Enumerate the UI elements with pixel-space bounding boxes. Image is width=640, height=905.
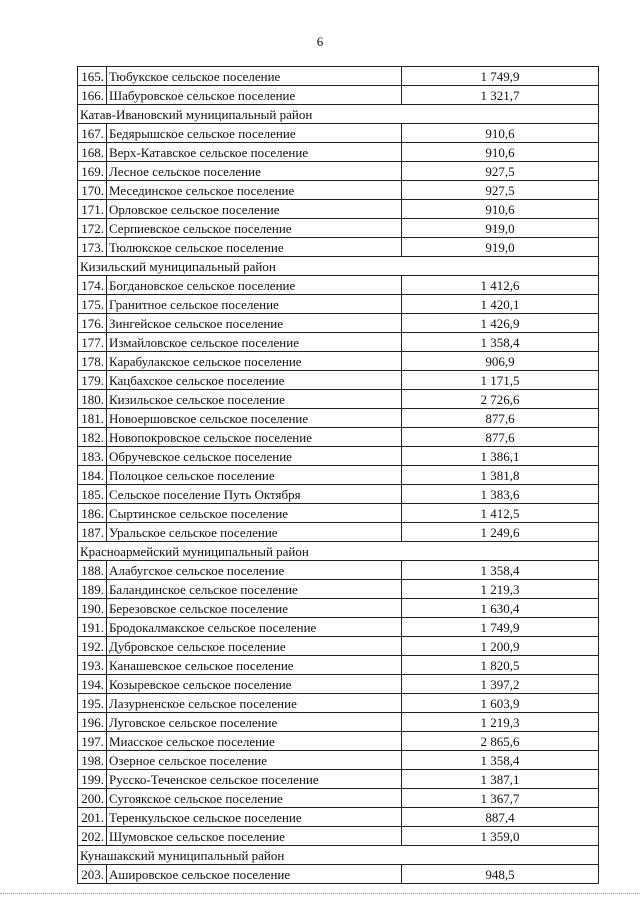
table-row	[78, 865, 599, 884]
settlement-value: 1 358,4	[401, 561, 598, 580]
settlement-name: Шабуровское сельское поселение	[106, 86, 401, 105]
settlement-value: 1 749,9	[401, 618, 598, 637]
settlement-name: Лазурненское сельское поселение	[106, 694, 401, 713]
row-number: 168.	[78, 143, 107, 162]
row-number: 178.	[78, 352, 107, 371]
settlement-value: 1 171,5	[401, 371, 598, 390]
settlement-value: 2 726,6	[401, 390, 598, 409]
table-row	[78, 561, 599, 580]
settlement-name: Уральское сельское поселение	[106, 523, 401, 542]
table-row	[78, 219, 599, 238]
settlement-value: 1 249,6	[401, 523, 598, 542]
settlement-name: Новопокровское сельское поселение	[106, 428, 401, 447]
settlement-value: 1 749,9	[401, 67, 598, 86]
settlement-value: 1 219,3	[401, 580, 598, 599]
settlement-value: 1 200,9	[401, 637, 598, 656]
row-number: 188.	[78, 561, 107, 580]
settlement-name: Козыревское сельское поселение	[106, 675, 401, 694]
settlement-name: Бродокалмакское сельское поселение	[106, 618, 401, 637]
table-row	[78, 200, 599, 219]
settlement-name: Богдановское сельское поселение	[106, 276, 401, 295]
table-row	[78, 295, 599, 314]
table-row	[78, 162, 599, 181]
row-number: 187.	[78, 523, 107, 542]
district-name: Кунашакский муниципальный район	[78, 846, 599, 865]
table-row	[78, 67, 599, 86]
settlement-name: Лесное сельское поселение	[106, 162, 401, 181]
settlement-name: Орловское сельское поселение	[106, 200, 401, 219]
table-row	[78, 732, 599, 751]
settlements-table	[77, 66, 599, 884]
settlement-name: Дубровское сельское поселение	[106, 637, 401, 656]
table-row	[78, 713, 599, 732]
settlement-value: 910,6	[401, 124, 598, 143]
table-row	[78, 333, 599, 352]
row-number: 170.	[78, 181, 107, 200]
table-row	[78, 409, 599, 428]
settlement-name: Шумовское сельское поселение	[106, 827, 401, 846]
table-row	[78, 143, 599, 162]
row-number: 186.	[78, 504, 107, 523]
row-number: 173.	[78, 238, 107, 257]
settlement-name: Бедярышское сельское поселение	[106, 124, 401, 143]
settlements-table-body	[78, 67, 599, 884]
settlement-value: 1 386,1	[401, 447, 598, 466]
table-row	[78, 485, 599, 504]
settlement-value: 877,6	[401, 428, 598, 447]
settlement-value: 1 383,6	[401, 485, 598, 504]
table-row	[78, 580, 599, 599]
settlement-value: 1 387,1	[401, 770, 598, 789]
row-number: 203.	[78, 865, 107, 884]
row-number: 177.	[78, 333, 107, 352]
settlement-value: 1 426,9	[401, 314, 598, 333]
settlement-value: 1 412,5	[401, 504, 598, 523]
settlement-name: Сугоякское сельское поселение	[106, 789, 401, 808]
settlement-value: 1 397,2	[401, 675, 598, 694]
table-row	[78, 352, 599, 371]
table-row	[78, 238, 599, 257]
table-row	[78, 371, 599, 390]
district-name: Красноармейский муниципальный район	[78, 542, 599, 561]
row-number: 193.	[78, 656, 107, 675]
district-header-row	[78, 257, 599, 276]
table-row	[78, 618, 599, 637]
table-row	[78, 504, 599, 523]
table-row	[78, 466, 599, 485]
district-header-row	[78, 105, 599, 124]
settlement-name: Новоершовское сельское поселение	[106, 409, 401, 428]
row-number: 184.	[78, 466, 107, 485]
row-number: 192.	[78, 637, 107, 656]
row-number: 194.	[78, 675, 107, 694]
table-row	[78, 599, 599, 618]
row-number: 196.	[78, 713, 107, 732]
settlement-value: 910,6	[401, 200, 598, 219]
settlement-value: 1 358,4	[401, 333, 598, 352]
settlement-name: Обручевское сельское поселение	[106, 447, 401, 466]
page-bottom-divider	[0, 893, 640, 894]
row-number: 191.	[78, 618, 107, 637]
settlement-value: 1 420,1	[401, 295, 598, 314]
row-number: 181.	[78, 409, 107, 428]
row-number: 197.	[78, 732, 107, 751]
row-number: 185.	[78, 485, 107, 504]
row-number: 202.	[78, 827, 107, 846]
row-number: 199.	[78, 770, 107, 789]
settlement-name: Тюлюкское сельское поселение	[106, 238, 401, 257]
page-number: 6	[316, 34, 324, 49]
row-number: 180.	[78, 390, 107, 409]
settlement-value: 1 219,3	[401, 713, 598, 732]
settlement-value: 927,5	[401, 162, 598, 181]
table-row	[78, 523, 599, 542]
row-number: 166.	[78, 86, 107, 105]
settlement-name: Серпиевское сельское поселение	[106, 219, 401, 238]
settlement-value: 877,6	[401, 409, 598, 428]
table-row	[78, 770, 599, 789]
row-number: 174.	[78, 276, 107, 295]
table-row	[78, 751, 599, 770]
settlement-value: 1 820,5	[401, 656, 598, 675]
table-row	[78, 447, 599, 466]
settlement-name: Аширoвское сельское поселение	[106, 865, 401, 884]
settlement-name: Измайловское сельское поселение	[106, 333, 401, 352]
settlement-value: 927,5	[401, 181, 598, 200]
settlement-name: Русско-Теченское сельское поселение	[106, 770, 401, 789]
row-number: 195.	[78, 694, 107, 713]
table-row	[78, 656, 599, 675]
settlement-name: Зингейское сельское поселение	[106, 314, 401, 333]
row-number: 182.	[78, 428, 107, 447]
settlement-value: 887,4	[401, 808, 598, 827]
settlement-name: Теренкульское сельское поселение	[106, 808, 401, 827]
settlement-name: Тюбукское сельское поселение	[106, 67, 401, 86]
settlement-value: 1 359,0	[401, 827, 598, 846]
settlement-name: Миасское сельское поселение	[106, 732, 401, 751]
settlement-value: 919,0	[401, 219, 598, 238]
row-number: 169.	[78, 162, 107, 181]
table-row	[78, 675, 599, 694]
settlement-value: 948,5	[401, 865, 598, 884]
row-number: 167.	[78, 124, 107, 143]
settlement-value: 919,0	[401, 238, 598, 257]
settlement-value: 1 412,6	[401, 276, 598, 295]
settlement-value: 1 367,7	[401, 789, 598, 808]
row-number: 172.	[78, 219, 107, 238]
settlement-name: Гранитное сельское поселение	[106, 295, 401, 314]
settlement-value: 2 865,6	[401, 732, 598, 751]
settlement-value: 906,9	[401, 352, 598, 371]
table-row	[78, 808, 599, 827]
table-row	[78, 789, 599, 808]
settlement-name: Березовское сельское поселение	[106, 599, 401, 618]
settlement-name: Кизильское сельское поселение	[106, 390, 401, 409]
table-row	[78, 86, 599, 105]
row-number: 165.	[78, 67, 107, 86]
district-name: Кизильский муниципальный район	[78, 257, 599, 276]
row-number: 176.	[78, 314, 107, 333]
settlement-name: Месединское сельское поселение	[106, 181, 401, 200]
settlement-value: 910,6	[401, 143, 598, 162]
table-row	[78, 390, 599, 409]
row-number: 201.	[78, 808, 107, 827]
settlement-value: 1 630,4	[401, 599, 598, 618]
settlement-value: 1 321,7	[401, 86, 598, 105]
row-number: 198.	[78, 751, 107, 770]
settlement-name: Полоцкое сельское поселение	[106, 466, 401, 485]
settlement-name: Карабулакское сельское поселение	[106, 352, 401, 371]
settlement-value: 1 381,8	[401, 466, 598, 485]
settlement-value: 1 358,4	[401, 751, 598, 770]
table-row	[78, 124, 599, 143]
settlement-name: Канашевское сельское поселение	[106, 656, 401, 675]
settlement-name: Алабугское сельское поселение	[106, 561, 401, 580]
table-row	[78, 314, 599, 333]
table-row	[78, 637, 599, 656]
row-number: 171.	[78, 200, 107, 219]
settlement-name: Озерное сельское поселение	[106, 751, 401, 770]
district-header-row	[78, 542, 599, 561]
row-number: 175.	[78, 295, 107, 314]
row-number: 183.	[78, 447, 107, 466]
settlement-value: 1 603,9	[401, 694, 598, 713]
table-row	[78, 181, 599, 200]
district-name: Катав-Ивановский муниципальный район	[78, 105, 599, 124]
table-row	[78, 428, 599, 447]
row-number: 189.	[78, 580, 107, 599]
settlement-name: Луговское сельское поселение	[106, 713, 401, 732]
settlement-name: Верх-Катавское сельское поселение	[106, 143, 401, 162]
district-header-row	[78, 846, 599, 865]
row-number: 200.	[78, 789, 107, 808]
settlement-name: Кацбахское сельское поселение	[106, 371, 401, 390]
table-row	[78, 827, 599, 846]
row-number: 190.	[78, 599, 107, 618]
settlement-name: Баландинское сельское поселение	[106, 580, 401, 599]
table-row	[78, 276, 599, 295]
settlement-name: Сыртинское сельское поселение	[106, 504, 401, 523]
row-number: 179.	[78, 371, 107, 390]
settlement-name: Сельское поселение Путь Октября	[106, 485, 401, 504]
table-row	[78, 694, 599, 713]
